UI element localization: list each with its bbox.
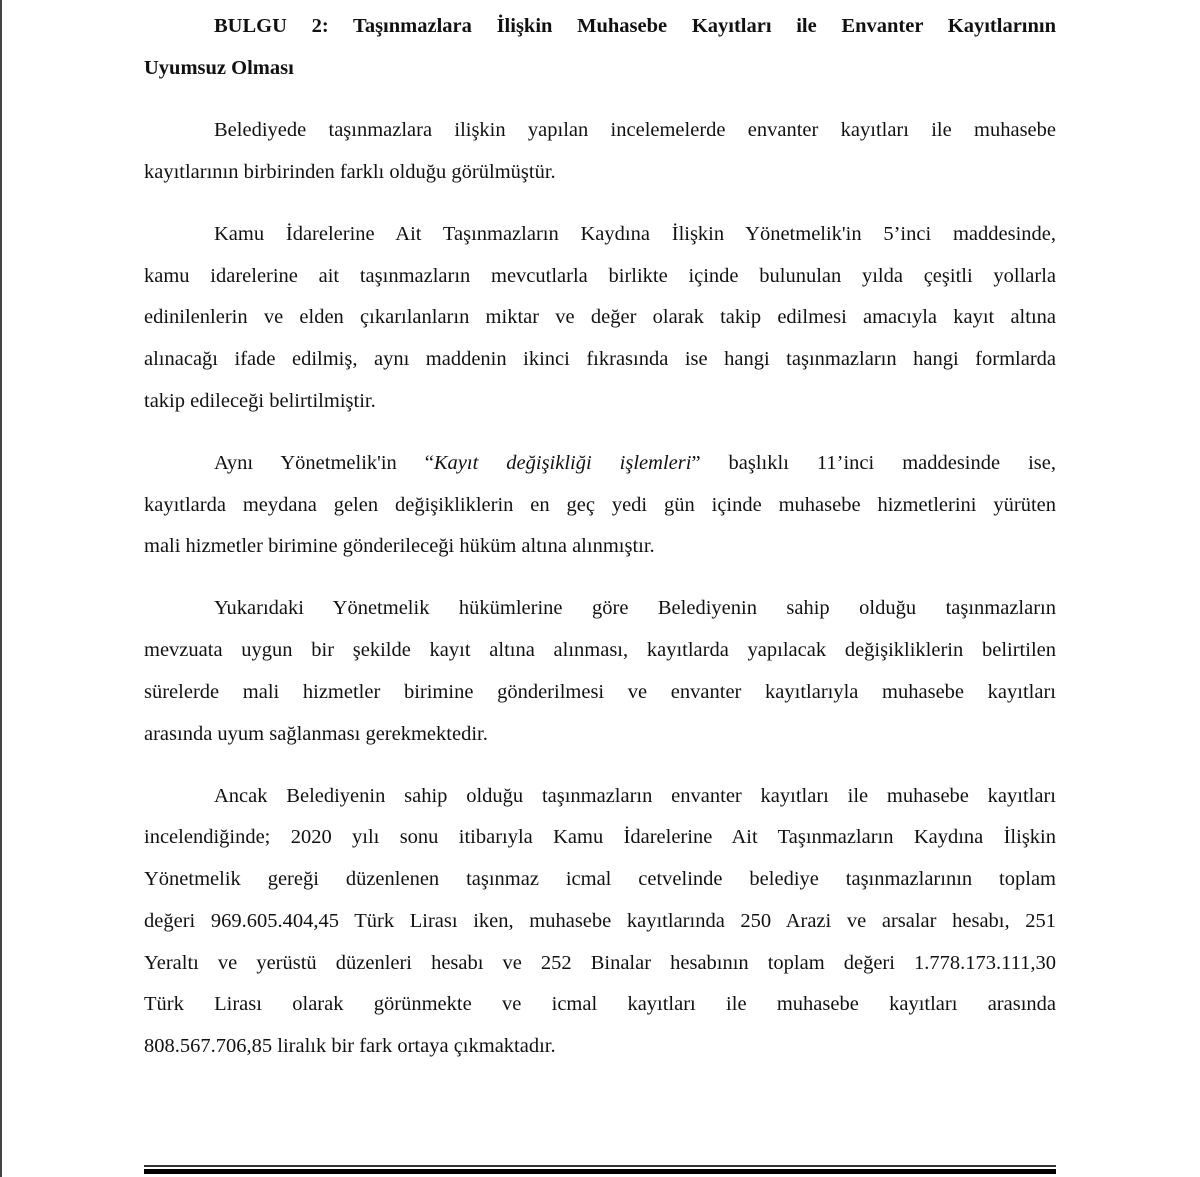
document-page [144,6,1056,1068]
text-line: Ancak Belediyenin sahip olduğu taşınmazların envanter kayıtları ile muhasebe kayıtları [214,784,1056,807]
text-line: kayıtlarının birbirinden farklı olduğu görülmüştür. [144,160,556,183]
text-line: kayıtlarda meydana gelen değişikliklerin en geç yedi gün içinde muhasebe hizmetlerini yürüten [144,493,1056,516]
text-segment: ” başlıklı 11’inci maddesinde ise, [691,451,1056,474]
text-line: Türk Lirası olarak görünmekte ve icmal kayıtları ile muhasebe kayıtları arasında [144,993,1056,1016]
text-line: sürelerde mali hizmetler birimine gönderilmesi ve envanter kayıtlarıyla muhasebe kayıtları [144,680,1056,703]
paragraph [144,214,1056,423]
page-left-edge [0,0,2,1177]
text-line: mali hizmetler birimine gönderileceği hüküm altına alınmıştır. [144,535,655,558]
text-line: Kamu İdarelerine Ait Taşınmazların Kaydına İlişkin Yönetmelik'in 5’inci maddesinde, [214,222,1056,245]
text-line [144,443,1056,485]
text-line: incelendiğinde; 2020 yılı sonu itibarıyla Kamu İdarelerine Ait Taşınmazların Kaydına İlişkin [144,826,1056,849]
text-line: 808.567.706,85 liralık bir fark ortaya çıkmaktadır. [144,1034,556,1057]
footer-rule-thin [144,1165,1056,1167]
italic-title: Kayıt değişikliği işlemleri [433,451,692,474]
text-segment: Aynı Yönetmelik'in “ [214,451,434,474]
text-line: Yukarıdaki Yönetmelik hükümlerine göre Belediyenin sahip olduğu taşınmazların [214,597,1056,620]
paragraph [144,776,1056,1068]
text-line: Yönetmelik gereği düzenlenen taşınmaz icmal cetvelinde belediye taşınmazlarının toplam [144,868,1056,891]
text-line: arasında uyum sağlanması gerekmektedir. [144,722,488,745]
paragraph [144,110,1056,193]
text-line: değeri 969.605.404,45 Türk Lirası iken, muhasebe kayıtlarında 250 Arazi ve arsalar hesabı, 251 [144,909,1056,932]
paragraph [144,588,1056,755]
text-line: BULGU 2: Taşınmazlara İlişkin Muhasebe Kayıtları ile Envanter Kayıtlarının [214,15,1056,37]
text-line: mevzuata uygun bir şekilde kayıt altına alınması, kayıtlarda yapılacak değişikliklerin belirtilen [144,639,1056,662]
text-line: Yeraltı ve yerüstü düzenleri hesabı ve 252 Binalar hesabının toplam değeri 1.778.173.111,30 [144,951,1056,974]
paragraph [144,443,1056,568]
document-body [144,110,1056,1068]
text-line: takip edileceği belirtilmiştir. [144,389,376,412]
text-line: Uyumsuz Olması [144,56,294,79]
footer-rule-thick [144,1169,1056,1174]
text-line: Belediyede taşınmazlara ilişkin yapılan incelemelerde envanter kayıtları ile muhasebe [214,118,1056,141]
text-line: kamu idarelerine ait taşınmazların mevcutlarla birlikte içinde bulunulan yılda çeşitli yollarla [144,264,1056,287]
finding-heading [144,6,1056,89]
text-line: alınacağı ifade edilmiş, aynı maddenin ikinci fıkrasında ise hangi taşınmazların hangi formlarda [144,347,1056,370]
text-line: edinilenlerin ve elden çıkarılanların miktar ve değer olarak takip edilmesi amacıyla kayıt altına [144,306,1056,329]
